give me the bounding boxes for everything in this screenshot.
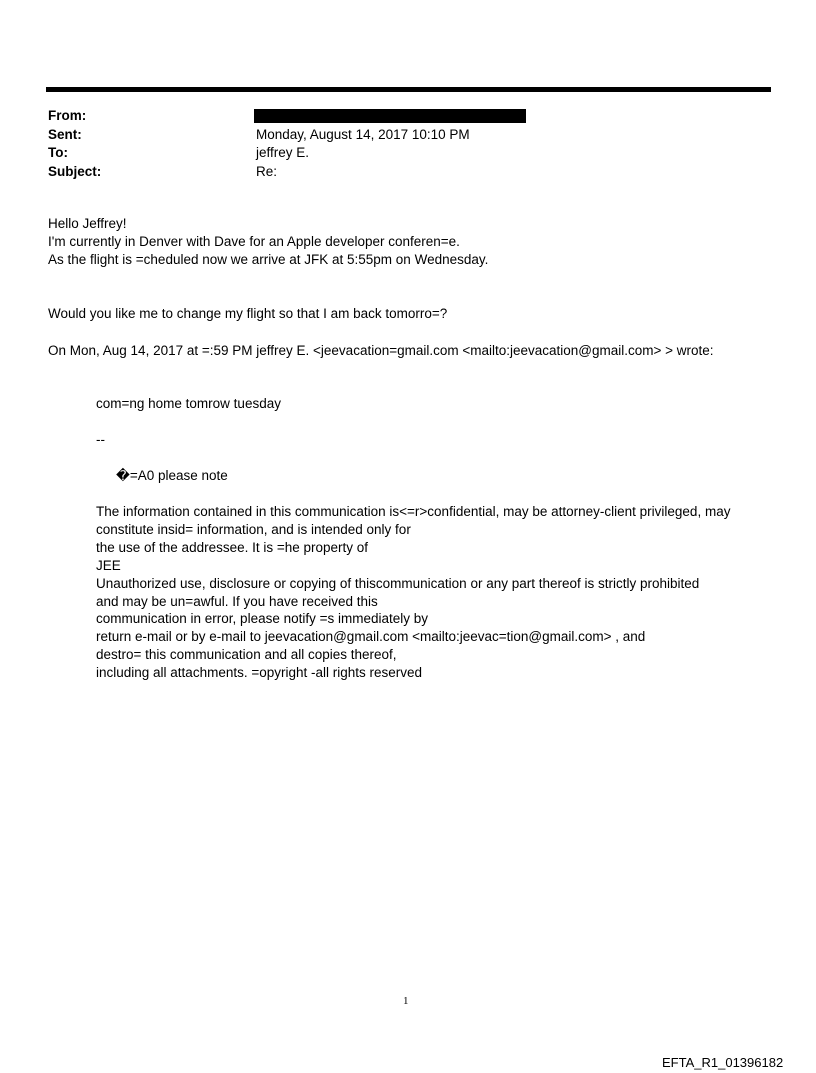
sent-value: Monday, August 14, 2017 10:10 PM xyxy=(256,126,470,142)
to-value: jeffrey E. xyxy=(256,145,310,160)
greeting: Hello Jeffrey! xyxy=(48,216,127,231)
quote-intro: On Mon, Aug 14, 2017 at =:59 PM jeffrey E. <jeevacation=gmail.com <mailto:jeevacation@gmail.com> > wrote: xyxy=(48,343,714,358)
disclaimer-line: return e-mail or by e-mail to jeevacation@gmail.com <mailto:jeevac=tion@gmail.com> , and xyxy=(96,629,646,645)
body-question: Would you like me to change my flight so that I am back tomorro=? xyxy=(48,306,448,321)
disclaimer-line: JEE xyxy=(96,557,121,573)
redacted-sender xyxy=(254,109,526,123)
sent-label: Sent: xyxy=(48,126,82,142)
to-row xyxy=(48,144,748,163)
body-line-2: As the flight is =cheduled now we arrive at JFK at 5:55pm on Wednesday. xyxy=(48,252,489,267)
disclaimer-line: including all attachments. =opyright -all rights reserved xyxy=(96,665,423,681)
disclaimer-line: The information contained in this communication is<=r>confidential, may be attorney-client privileged, may xyxy=(96,504,731,519)
disclaimer-line: the use of the addressee. It is =he property of xyxy=(96,539,369,555)
email-header xyxy=(48,107,748,181)
quoted-message: com=ng home tomrow tuesday xyxy=(96,396,281,411)
signature-separator: -- xyxy=(96,432,105,447)
from-label: From: xyxy=(48,108,87,123)
disclaimer-line: and may be un=awful. If you have received this xyxy=(96,593,378,609)
disclaimer-line: destro= this communication and all copies thereof, xyxy=(96,647,397,663)
body-line-1: I'm currently in Denver with Dave for an Apple developer conferen=e. xyxy=(48,234,460,249)
disclaimer-line: constitute insid= information, and is intended only for xyxy=(96,521,411,537)
from-row xyxy=(48,107,748,126)
page-number: 1 xyxy=(403,995,409,1007)
header-divider xyxy=(46,87,771,92)
please-note: �=A0 please note xyxy=(116,468,228,483)
confidentiality-disclaimer xyxy=(96,503,756,682)
document-id: EFTA_R1_01396182 xyxy=(662,1055,784,1070)
sent-row xyxy=(48,126,748,145)
disclaimer-line: Unauthorized use, disclosure or copying of thiscommunication or any part thereof is strictly prohibited xyxy=(96,575,700,591)
subject-value: Re: xyxy=(256,163,278,179)
subject-row xyxy=(48,163,748,182)
to-label: To: xyxy=(48,145,68,160)
disclaimer-line: communication in error, please notify =s immediately by xyxy=(96,611,429,627)
subject-label: Subject: xyxy=(48,163,102,179)
